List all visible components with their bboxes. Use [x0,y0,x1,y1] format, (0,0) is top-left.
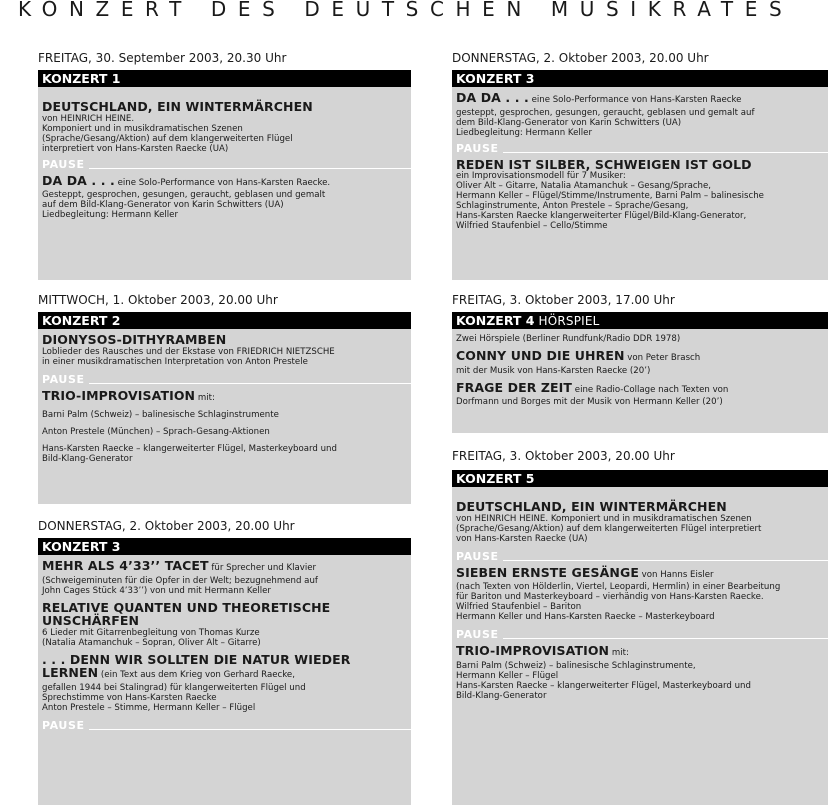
concert-heading: KONZERT 3 [452,70,828,87]
piece-title: DIONYSOS-DITHYRAMBEN [42,332,227,347]
concert-program [452,329,828,433]
piece-description: gefallen 1944 bei Stalingrad) für klangerweiterten Flügel und Sprechstimme von Hans-Karsten Raecke Anton Prestele – Stimme, Hermann Keller – Flügel [42,682,306,713]
piece-title-cont: LERNEN (ein Text aus dem Krieg von Gerhard Raecke, [42,665,295,680]
piece-title: DA DA . . . eine Solo-Performance von Hans-Karsten Raecke [456,90,742,105]
pause-divider: PAUSE [456,550,824,564]
concert-date: MITTWOCH, 1. Oktober 2003, 20.00 Uhr [38,293,278,307]
piece-title: DEUTSCHLAND, EIN WINTERMÄRCHEN [456,499,727,514]
program-intro: Zwei Hörspiele (Berliner Rundfunk/Radio DDR 1978) [456,334,681,344]
concert-heading: KONZERT 2 [38,312,411,329]
pause-divider: PAUSE [456,628,824,642]
concert-heading: KONZERT 4 HÖRSPIEL [452,312,828,329]
piece-description: ein Improvisationsmodell für 7 Musiker: Oliver Alt – Gitarre, Natalia Atamanchuk – Gesang/Sprache, Hermann Keller – Flügel/Stimme/Instrumente, Barni Palm – balinesische Schlaginstrumente, Anton Prestele – Sprache/Gesang, Hans-Karsten Raecke klangerweiterter Flügel/Bild-Klang-Generator, Wilfried Staufenbiel – Cello/Stimme [456,171,764,231]
concert-date: FREITAG, 30. September 2003, 20.30 Uhr [38,51,287,65]
piece-description: gesteppt, gesprochen, gesungen, geraucht, geblasen und gemalt auf dem Bild-Klang-Generator von Karin Schwitters (UA) Liedbegleitung: Hermann Keller [456,107,755,138]
piece-description: 6 Lieder mit Gitarrenbegleitung von Thomas Kurze (Natalia Atamanchuk – Sopran, Oliver Alt – Gitarre) [42,627,261,648]
pause-divider: PAUSE [42,719,407,733]
concert-program [38,555,411,805]
piece-title: DEUTSCHLAND, EIN WINTERMÄRCHEN [42,99,313,114]
piece-description: (Schweigeminuten für die Opfer in der Welt; bezugnehmend auf John Cages Stück 4’33’’) von und mit Hermann Keller [42,575,318,596]
piece-title: TRIO-IMPROVISATION mit: [456,643,629,658]
piece-description: Loblieder des Rausches und der Ekstase von FRIEDRICH NIETZSCHE in einer musikdramatischen Interpretation von Anton Prestele [42,346,335,367]
piece-title: FRAGE DER ZEIT eine Radio-Collage nach Texten von [456,379,729,395]
concert-program [452,487,828,805]
pause-divider: PAUSE [42,158,407,172]
concert-date: DONNERSTAG, 2. Oktober 2003, 20.00 Uhr [452,51,709,65]
page-title: KONZERT DES DEUTSCHEN MUSIKRATES [18,0,794,21]
piece-description: Barni Palm (Schweiz) – balinesische Schlaginstrumente Anton Prestele (München) – Sprach-Gesang-Aktionen Hans-Karsten Raecke – klangerweiterter Flügel, Masterkeyboard und Bild-Klang-Generator [42,410,337,464]
piece-title: REDEN IST SILBER, SCHWEIGEN IST GOLD [456,156,752,172]
piece-title-cont: UNSCHÄRFEN [42,613,140,628]
right-column [452,50,828,805]
concert-program [38,329,411,504]
piece-title: CONNY UND DIE UHREN von Peter Brasch [456,348,701,363]
piece-description: Barni Palm (Schweiz) – balinesische Schlaginstrumente, Hermann Keller – Flügel Hans-Karsten Raecke – klangerweiterter Flügel, Masterkeyboard und Bild-Klang-Generator [456,660,751,701]
concert-program [38,87,411,280]
concert-date: FREITAG, 3. Oktober 2003, 20.00 Uhr [452,449,675,463]
piece-description: (nach Texten von Hölderlin, Viertel, Leopardi, Hermlin) in einer Bearbeitung für Bariton und Masterkeyboard – vierhändig von Hans-Karsten Raecke. Wilfried Staufenbiel – Bariton Hermann Keller und Hans-Karsten Raecke – Masterkeyboard [456,582,781,622]
piece-description: Dorfmann und Borges mit der Musik von Hermann Keller (20’) [456,397,723,407]
concert-heading: KONZERT 5 [452,470,828,487]
concert-date: FREITAG, 3. Oktober 2003, 17.00 Uhr [452,293,675,307]
concert-heading: KONZERT 3 [38,538,411,555]
piece-title: SIEBEN ERNSTE GESÄNGE von Hanns Eisler [456,564,714,580]
concert-date: DONNERSTAG, 2. Oktober 2003, 20.00 Uhr [38,519,295,533]
left-column [38,50,411,805]
piece-title: . . . DENN WIR SOLLTEN DIE NATUR WIEDER [42,651,351,667]
piece-title: RELATIVE QUANTEN UND THEORETISCHE [42,599,331,615]
piece-title: MEHR ALS 4’33’’ TACET für Sprecher und Klavier [42,558,317,573]
piece-description: mit der Musik von Hans-Karsten Raecke (20’) [456,365,651,376]
piece-title: TRIO-IMPROVISATION mit: [42,387,215,403]
piece-title: DA DA . . . eine Solo-Performance von Hans-Karsten Raecke. [42,172,331,188]
concert-heading: KONZERT 1 [38,70,411,87]
piece-description: Gesteppt, gesprochen, gesungen, geraucht, geblasen und gemalt auf dem Bild-Klang-Generator von Karin Schwitters (UA) Liedbegleitung: Hermann Keller [42,190,326,220]
concert-program [452,87,828,280]
piece-description: von HEINRICH HEINE. Komponiert und in musikdramatischen Szenen (Sprache/Gesang/Aktion) auf dem klangerweiterten Flügel interpretiert von Hans-Karsten Raecke (UA) [42,113,293,154]
piece-description: von HEINRICH HEINE. Komponiert und in musikdramatischen Szenen (Sprache/Gesang/Aktion) auf dem klangerweiterten Flügel interpretiert von Hans-Karsten Raecke (UA) [456,513,762,544]
pause-divider: PAUSE [456,142,824,156]
pause-divider: PAUSE [42,373,407,387]
